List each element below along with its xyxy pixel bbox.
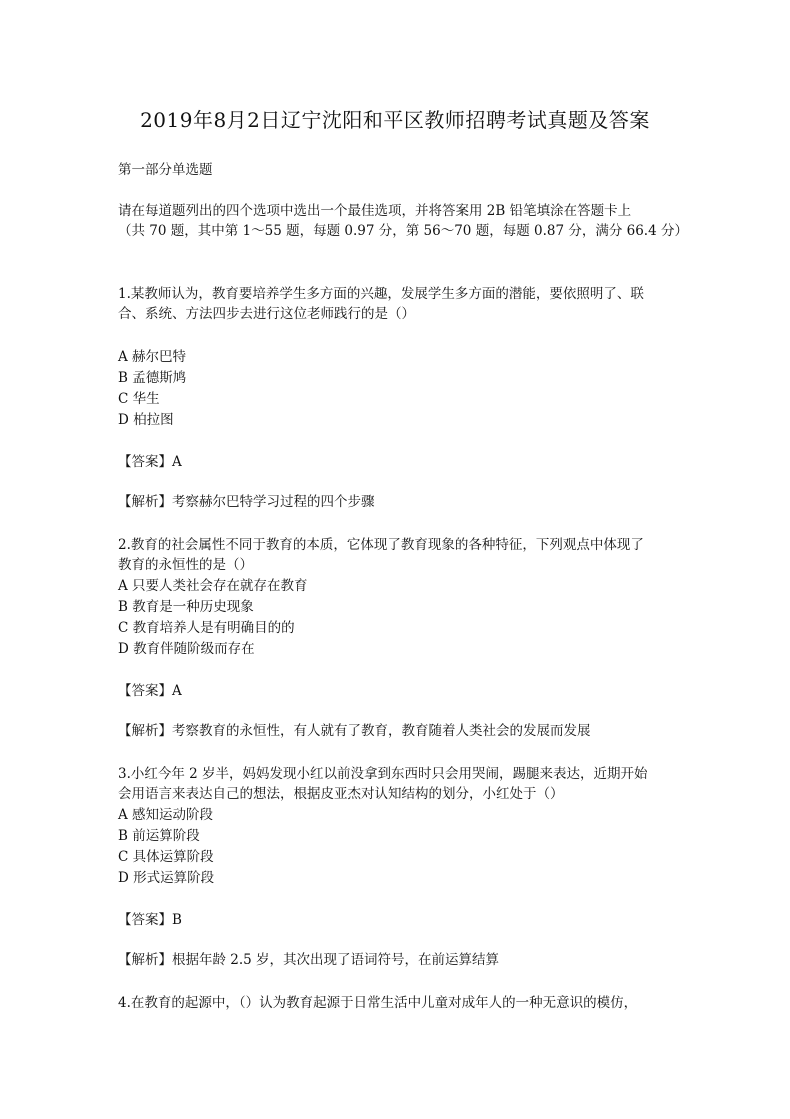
question-1-option-d: D 柏拉图 bbox=[118, 412, 174, 428]
question-2-stem-line-1: 2.教育的社会属性不同于教育的本质，它体现了教育现象的各种特征，下列观点中体现了 bbox=[118, 537, 644, 553]
instructions-line-2: （共 70 题，其中第 1～55 题，每题 0.97 分，第 56～70 题，每题 0.87 分，满分 66.4 分） bbox=[118, 223, 688, 239]
question-1-option-b: B 孟德斯鸠 bbox=[118, 370, 187, 386]
question-3-stem-line-1: 3.小红今年 2 岁半，妈妈发现小红以前没拿到东西时只会用哭闹，踢腿来表达，近期开始 bbox=[118, 766, 648, 782]
question-3-analysis: 【解析】根据年龄 2.5 岁，其次出现了语词符号，在前运算结算 bbox=[118, 952, 500, 968]
question-3-option-a: A 感知运动阶段 bbox=[118, 807, 214, 823]
question-1-option-a: A 赫尔巴特 bbox=[118, 349, 187, 365]
question-1-option-c: C 华生 bbox=[118, 391, 160, 407]
section-label: 第一部分单选题 bbox=[118, 162, 213, 178]
document-title: 2019年8月2日辽宁沈阳和平区教师招聘考试真题及答案 bbox=[140, 108, 650, 132]
question-3-option-d: D 形式运算阶段 bbox=[118, 870, 215, 886]
question-4-stem-line-1: 4.在教育的起源中，（）认为教育起源于日常生活中儿童对成年人的一种无意识的模仿， bbox=[118, 995, 638, 1011]
question-2-option-c: C 教育培养人是有明确目的的 bbox=[118, 620, 295, 636]
question-3-answer: 【答案】B bbox=[118, 912, 182, 928]
question-1-analysis: 【解析】考察赫尔巴特学习过程的四个步骤 bbox=[118, 494, 375, 510]
question-3-option-b: B 前运算阶段 bbox=[118, 828, 200, 844]
question-3-option-c: C 具体运算阶段 bbox=[118, 849, 214, 865]
instructions-line-1: 请在每道题列出的四个选项中选出一个最佳选项，并将答案用 2B 铅笔填涂在答题卡上 bbox=[118, 203, 632, 219]
question-1-stem-line-1: 1.某教师认为，教育要培养学生多方面的兴趣，发展学生多方面的潜能，要依照明了、联 bbox=[118, 286, 644, 302]
question-2-stem-line-2: 教育的永恒性的是（） bbox=[118, 557, 253, 573]
question-2-analysis: 【解析】考察教育的永恒性，有人就有了教育，教育随着人类社会的发展而发展 bbox=[118, 723, 591, 739]
question-1-stem-line-2: 合、系统、方法四步去进行这位老师践行的是（） bbox=[118, 306, 415, 322]
question-2-option-d: D 教育伴随阶级而存在 bbox=[118, 641, 255, 657]
question-2-option-b: B 教育是一种历史现象 bbox=[118, 599, 254, 615]
question-3-stem-line-2: 会用语言来表达自己的想法，根据皮亚杰对认知结构的划分，小红处于（） bbox=[118, 786, 564, 802]
question-1-answer: 【答案】A bbox=[118, 454, 182, 470]
question-2-answer: 【答案】A bbox=[118, 683, 182, 699]
question-2-option-a: A 只要人类社会存在就存在教育 bbox=[118, 578, 308, 594]
